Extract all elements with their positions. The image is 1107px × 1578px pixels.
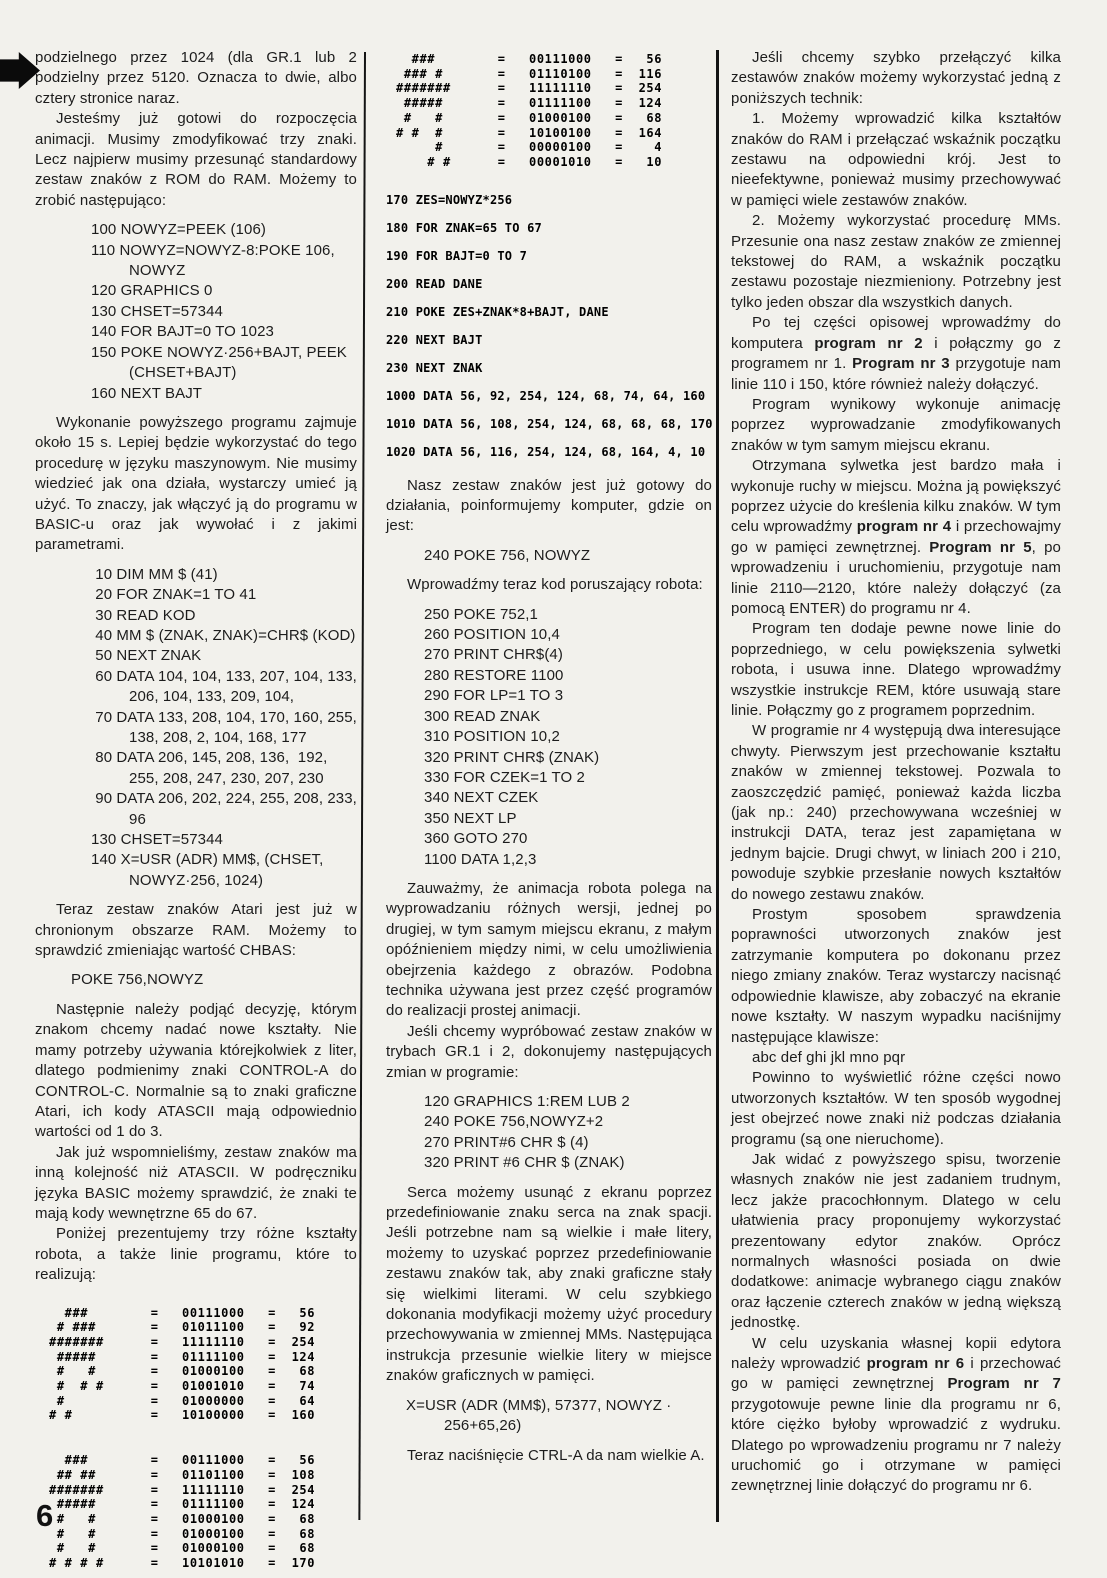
robot-shape-table-row: # # = 00001010 = 10 <box>396 154 663 169</box>
robot-shape-table-row: ####### = 11111110 = 254 <box>396 81 663 96</box>
text-run: Poniżej prezentujemy trzy różne kształty robota, a także linie programu, które to realizują: <box>35 1225 357 1284</box>
column-left <box>35 48 357 1571</box>
robot-shape-table-row: ##### = 01111100 = 124 <box>49 1497 316 1512</box>
basic-code-line: 350 NEXT LP <box>424 809 517 827</box>
robot-shape-table-row: ### = 00111000 = 56 <box>49 1453 316 1468</box>
basic-code-line: 130 CHSET=57344 <box>91 302 224 320</box>
robot-shape-table <box>396 52 712 170</box>
basic-code-line: 300 READ ZNAK <box>424 707 541 725</box>
bold-text-run: program nr 2 <box>814 334 923 352</box>
basic-code-line: 206, 104, 133, 209, 104, <box>129 688 295 706</box>
text-run: Serca możemy usunąć z ekranu poprzez przedefiniowanie znaku serca na znak spacji. Jeśli potrzebne nam są wielkie i małe litery, możemy to uzyskać poprzez przedefiniowanie zestawu znaków tak, aby znaki graficzne stały się wielkimi literami. W celu szybkiego dokonania modyfikacji możemy użyć procedury przechowywania w zmiennej MMs. Następująca instrukcja przesunie wielkie litery w miejsce znaków graficznych w pamięci. <box>386 1183 712 1385</box>
basic-listing <box>35 970 357 990</box>
body-paragraph <box>731 1048 1061 1068</box>
basic-code-line: 40 MM $ (ZNAK, ZNAK)=CHR$ (KOD) <box>91 626 356 644</box>
basic-code-line: 110 NOWYZ=NOWYZ-8:POKE 106, <box>91 241 335 259</box>
basic-code-line: 260 POSITION 10,4 <box>424 626 560 644</box>
body-paragraph <box>731 1068 1061 1150</box>
body-paragraph <box>731 1150 1061 1334</box>
body-paragraph <box>35 1000 357 1143</box>
basic-listing <box>386 1092 712 1174</box>
body-paragraph <box>35 900 357 961</box>
text-run: Po tej części opisowej wprowadźmy do komputera <box>731 314 1061 352</box>
robot-shape-table-row: # # = 01000100 = 68 <box>49 1364 316 1379</box>
text-run: Program ten dodaje pewne nowe linie do poprzedniego, w celu powiększenia sylwetki robota, i usuwa inne. Dlatego wprowadźmy wszystkie instrukcje REM, które usuwają stare linie. Połączmy go z programem poprzednim. <box>731 620 1061 719</box>
text-run: i połączmy go z programem nr 1. <box>731 334 1061 373</box>
text-run: Jeśli chcemy wypróbować zestaw znaków w trybach GR.1 i 2, dokonujemy następujących zmian w programie: <box>386 1022 712 1081</box>
body-paragraph <box>731 456 1061 619</box>
basic-code-line: 270 PRINT CHR$(4) <box>424 646 563 664</box>
basic-code-line: 330 FOR CZEK=1 TO 2 <box>424 768 585 786</box>
body-paragraph <box>386 1446 712 1466</box>
body-paragraph <box>731 905 1061 1048</box>
basic-code-line: 80 DATA 206, 145, 208, 136, 192, <box>91 749 328 767</box>
printer-listing-line: 1000 DATA 56, 92, 254, 124, 68, 74, 64, 160 <box>386 388 706 403</box>
text-run: Program wynikowy wykonuje animację poprzez wyprowadzanie zmodyfikowanych znaków w tym samym miejscu ekranu. <box>731 395 1061 454</box>
robot-shape-table-row: # # # = 10100100 = 164 <box>396 125 663 140</box>
robot-shape-table-row: # # = 01000100 = 68 <box>49 1541 316 1556</box>
robot-shape-table-row: # = 01000000 = 64 <box>49 1393 316 1408</box>
text-run: przygotuje nam linie 110 i 150, które również należy dołączyć. <box>731 355 1061 393</box>
robot-shape-table-row: ##### = 01111100 = 124 <box>396 96 663 111</box>
printer-listing-line: 170 ZES=NOWYZ*256 <box>386 192 513 207</box>
printer-listing-line: 1020 DATA 56, 116, 254, 124, 68, 164, 4, 10 <box>386 444 706 459</box>
robot-shape-table-row: ## ## = 01101100 = 108 <box>49 1467 316 1482</box>
text-run: Jak widać z powyższego spisu, tworzenie własnych znaków nie jest zadaniem trudnym, lecz jakże pracochłonnym. Dlatego w celu ułatwienia pracy proponujemy wykorzystać prezentowany edytor znaków. Oprócz normalnych własności posiada on dwie dodatkowe: animacje wybranego ciągu znaków oraz łączenie czterech znaków w jedną większą jednostkę. <box>731 1150 1061 1332</box>
text-run: Zauważmy, że animacja robota polega na wyprowadzaniu różnych wersji, jednej po drugiej, w tym samym miejscu ekranu, z małym opóźnieniem między nimi, w celu umożliwienia obejrzenia każdego z obrazów. Podobna technika używana jest przez część programów do realizacji prostej animacji. <box>386 879 712 1020</box>
bold-text-run: Program nr 5 <box>929 538 1032 556</box>
basic-listing <box>386 605 712 870</box>
body-paragraph <box>731 48 1061 109</box>
basic-code-line: 10 DIM MM $ (41) <box>91 565 218 583</box>
robot-shape-table-row: # # = 01000100 = 68 <box>396 110 663 125</box>
basic-code-line: 50 NEXT ZNAK <box>91 647 202 665</box>
basic-code-line: NOWYZ·256, 1024) <box>129 871 264 889</box>
printer-listing-line: 190 FOR BAJT=0 TO 7 <box>386 248 528 263</box>
basic-code-line: 96 <box>129 810 146 828</box>
basic-code-line: 140 X=USR (ADR) MM$, (CHSET, <box>91 851 324 869</box>
basic-code-line: 30 READ KOD <box>91 606 196 624</box>
basic-code-line: 120 GRAPHICS 1:REM LUB 2 <box>424 1093 630 1110</box>
text-run: , po wprowadzeniu i uruchomieniu, przygotuje nam linie 2110—2120, które należy dołączyć (za pomocą ENTER) do programu nr 4. <box>731 538 1061 617</box>
basic-code-line: X=USR (ADR (MM$), 57377, NOWYZ · <box>406 1396 672 1414</box>
robot-shape-table-row: ### = 00111000 = 56 <box>49 1305 316 1320</box>
text-run: Teraz naciśnięcie CTRL-A da nam wielkie A. <box>407 1446 705 1464</box>
text-run: podzielnego przez 1024 (dla GR.1 lub 2 podzielny przez 5120. Oznacza to dwie, albo cztery stronice naraz. <box>35 49 357 107</box>
body-paragraph <box>731 1334 1061 1497</box>
basic-code-line: 310 POSITION 10,2 <box>424 728 560 746</box>
text-run: Jesteśmy już gotowi do rozpoczęcia animacji. Musimy zmodyfikować trzy znaki. Lecz najpierw musimy przesunąć standardowy zestaw znaków z ROM do RAM. Możemy to zrobić następująco: <box>35 110 357 209</box>
robot-shape-table <box>49 1306 357 1424</box>
body-paragraph <box>35 109 357 211</box>
body-paragraph <box>731 721 1061 905</box>
basic-code-line: 290 FOR LP=1 TO 3 <box>424 687 564 705</box>
basic-code-line: 120 GRAPHICS 0 <box>91 282 213 300</box>
body-paragraph <box>386 879 712 1022</box>
text-run: Prostym sposobem sprawdzenia poprawności utworzonych znaków jest zatrzymanie komputera po dokonanu przez niego zmiany znaków. Teraz wystarczy nacisnąć odpowiednie klawisze, aby zobaczyć na ekranie nowe kształty. W naszym wypadku naciśnijmy następujące klawisze: <box>731 906 1061 1046</box>
body-paragraph <box>386 1022 712 1083</box>
basic-code-line: 280 RESTORE 1100 <box>424 666 564 684</box>
basic-code-line: 250 POKE 752,1 <box>424 605 538 623</box>
printer-listing <box>386 186 712 466</box>
text-run: Otrzymana sylwetka jest bardzo mała i wykonuje ruchy w miejscu. Można ją powiększyć poprzez użycie do kreślenia kilku znaków. W tym celu wprowadźmy <box>731 457 1061 536</box>
body-paragraph <box>731 619 1061 721</box>
printer-listing-line: 210 POKE ZES+ZNAK*8+BAJT, DANE <box>386 304 609 319</box>
text-run: Jeśli chcemy szybko przełączyć kilka zestawów znaków możemy wykorzystać jedną z poniższych technik: <box>731 49 1061 107</box>
robot-shape-table-row: # # # # = 10101010 = 170 <box>49 1556 316 1571</box>
text-run: Wykonanie powyższego programu zajmuje około 15 s. Lepiej będzie wykorzystać do tego procedurę w języku maszynowym. Nie musimy wiedzieć jak ona działa, wystarczy umieć ją użyć. To znaczy, jak włączyć ją do programu w BASIC-u oraz jak wywołać i z jakimi parametrami. <box>35 413 357 554</box>
body-paragraph <box>731 313 1061 395</box>
body-paragraph <box>35 1224 357 1285</box>
basic-listing <box>386 1396 712 1437</box>
robot-shape-table-row: # # = 10100000 = 160 <box>49 1408 316 1423</box>
robot-shape-table-row: # # # = 01001010 = 74 <box>49 1379 316 1394</box>
continuation-arrow-icon <box>0 52 40 89</box>
robot-shape-table-row: # ### = 01011100 = 92 <box>49 1320 316 1335</box>
printer-listing-line: 230 NEXT ZNAK <box>386 360 483 375</box>
basic-code-line: 360 GOTO 270 <box>424 830 528 848</box>
body-paragraph <box>35 413 357 556</box>
basic-code-line: 340 NEXT CZEK <box>424 789 539 807</box>
basic-code-line: 20 FOR ZNAK=1 TO 41 <box>91 586 257 604</box>
basic-code-line: 270 PRINT#6 CHR $ (4) <box>424 1133 589 1151</box>
basic-code-line: 150 POKE NOWYZ·256+BAJT, PEEK <box>91 343 347 361</box>
bold-text-run: Program nr 3 <box>852 355 950 373</box>
body-paragraph <box>386 476 712 537</box>
basic-code-line: 255, 208, 247, 230, 207, 230 <box>129 769 324 787</box>
basic-listing <box>386 546 712 566</box>
text-run: Powinno to wyświetlić różne części nowo utworzonych kształtów. W ten sposób wygodnej jest obejrzeć nowe znaki niż podczas działania programu (są one nieruchome). <box>731 1069 1061 1148</box>
bold-text-run: program nr 4 <box>856 518 952 536</box>
robot-shape-table-row: ##### = 01111100 = 124 <box>49 1349 316 1364</box>
text-run: Następnie należy podjąć decyzję, którym znakom chcemy nadać nowe kształty. Nie mamy potrzeby używania którejkolwiek z liter, dlatego podmienimy znaki CONTROL-A do CONTROL-C. Normalnie są to znaki graficzne Atari, ich kody ATASCII mają odpowiednio wartości od 1 do 3. <box>35 1000 357 1141</box>
text-run: 2. Możemy wykorzystać procedurę MMs. Przesunie ona nasz zestaw znaków ze zmiennej tekstowej do RAM, a wskaźnik początku zestawu pozostaje niezmieniony. Potrzebny jest tylko jeden obszar dla wszystkich danych. <box>731 212 1061 311</box>
text-run: i przechować go w pamięci zewnętrznej <box>731 1355 1061 1393</box>
basic-code-line: 240 POKE 756, NOWYZ <box>424 546 591 564</box>
basic-code-line: 140 FOR BAJT=0 TO 1023 <box>91 323 274 341</box>
body-paragraph <box>386 575 712 595</box>
text-run: abc def ghi jkl mno pqr <box>752 1048 906 1066</box>
text-run: i przechowajmy go w pamięci zewnętrznej. <box>731 518 1061 556</box>
basic-code-line: 100 NOWYZ=PEEK (106) <box>91 221 266 239</box>
robot-shape-table-row: # # = 01000100 = 68 <box>49 1526 316 1541</box>
robot-shape-table-row: # = 00000100 = 4 <box>396 140 663 155</box>
basic-code-line: 240 POKE 756,NOWYZ+2 <box>424 1113 604 1131</box>
text-run: przygotowuje pewne linie dla programu nr 6, które ciężko byłoby wprowadzić z wydruku. Dlatego po wprowadzeniu programu nr 7 należy uruchomić go i otrzymane w pamięci zewnętrznej linie dołączyć do programu nr 6. <box>731 1395 1061 1495</box>
basic-code-line: 160 NEXT BAJT <box>91 384 203 402</box>
robot-shape-table-row: ####### = 11111110 = 254 <box>49 1482 316 1497</box>
body-paragraph <box>731 211 1061 313</box>
printer-listing-line: 1010 DATA 56, 108, 254, 124, 68, 68, 68, 170 <box>386 416 713 431</box>
text-run: Nasz zestaw znaków jest już gotowy do działania, poinformujemy komputer, gdzie on jest: <box>386 476 712 535</box>
basic-code-line: 60 DATA 104, 104, 133, 207, 104, 133, <box>91 667 357 685</box>
body-paragraph <box>35 48 357 109</box>
basic-code-line: 256+65,26) <box>444 1417 522 1435</box>
column-middle <box>386 48 712 1466</box>
robot-shape-table-row: # # = 01000100 = 68 <box>49 1512 316 1526</box>
bold-text-run: Program nr 7 <box>947 1375 1062 1393</box>
basic-code-line: 1100 DATA 1,2,3 <box>424 850 537 868</box>
body-paragraph <box>35 1143 357 1225</box>
text-run: Wprowadźmy teraz kod poruszający robota: <box>407 576 703 594</box>
body-paragraph <box>386 1183 712 1387</box>
body-paragraph <box>731 109 1061 211</box>
basic-code-line: (CHSET+BAJT) <box>129 364 237 382</box>
printer-listing-line: 180 FOR ZNAK=65 TO 67 <box>386 220 542 235</box>
basic-code-line: 138, 208, 2, 104, 168, 177 <box>129 729 307 746</box>
basic-code-line: NOWYZ <box>129 262 186 280</box>
printer-listing-line: 220 NEXT BAJT <box>386 332 483 347</box>
robot-shape-table-row: ####### = 11111110 = 254 <box>49 1334 316 1349</box>
text-run: Jak już wspomnieliśmy, zestaw znaków ma inną kolejność niż ATASCII. W podręczniku języka BASIC możemy sprawdzić, że znaki te mają kody wewnętrzne 65 do 67. <box>35 1143 357 1222</box>
text-run: 1. Możemy wprowadzić kilka kształtów znaków do RAM i przełączać wskaźnik początku zestawu na odpowiedni krój. Jest to nieefektywne, ponieważ musimy przechowywać w pamięci wiele zestawów znaków. <box>731 110 1061 209</box>
basic-code-line: 320 PRINT #6 CHR $ (ZNAK) <box>424 1154 625 1172</box>
basic-code-line: 90 DATA 206, 202, 224, 255, 208, 233, <box>91 790 357 808</box>
printer-listing-line: 200 READ DANE <box>386 276 483 291</box>
robot-shape-table <box>49 1453 357 1571</box>
basic-listing <box>35 220 357 404</box>
column-right <box>731 48 1061 1497</box>
text-run: W celu uzyskania własnej kopii edytora należy wprowadzić <box>731 1334 1061 1372</box>
basic-code-line: 130 CHSET=57344 <box>91 831 224 849</box>
basic-code-line: 320 PRINT CHR$ (ZNAK) <box>424 748 600 766</box>
basic-code-line: POKE 756,NOWYZ <box>71 971 204 989</box>
robot-shape-table-row: ### = 00111000 = 56 <box>396 52 663 66</box>
basic-listing <box>35 565 357 892</box>
page-number: 6 <box>36 1498 54 1533</box>
body-paragraph <box>731 395 1061 456</box>
robot-shape-table-row: ### # = 01110100 = 116 <box>396 66 663 81</box>
basic-code-line: 70 DATA 133, 208, 104, 170, 160, 255, <box>91 708 357 726</box>
column-divider <box>716 50 719 1522</box>
bold-text-run: program nr 6 <box>866 1355 965 1372</box>
text-run: W programie nr 4 występują dwa interesujące chwyty. Pierwszym jest przechowanie kształtu znaków w zmiennej tekstowej. Pozwala to zaoszczędzić pamięć, ponieważ każda liczba (jak np.: 240) przechowywana wcześniej w instrukcji DATA, teraz jest zapamiętana w jednym bajcie. Drugi chwyt, w liniach 200 i 210, powoduje szybkie przesłanie nowych kształtów do nowego zestawu znaków. <box>731 722 1061 903</box>
column-divider <box>358 52 366 1520</box>
text-run: Teraz zestaw znaków Atari jest już w chronionym obszarze RAM. Możemy to sprawdzić zmieniając wartość CHBAS: <box>35 901 357 960</box>
